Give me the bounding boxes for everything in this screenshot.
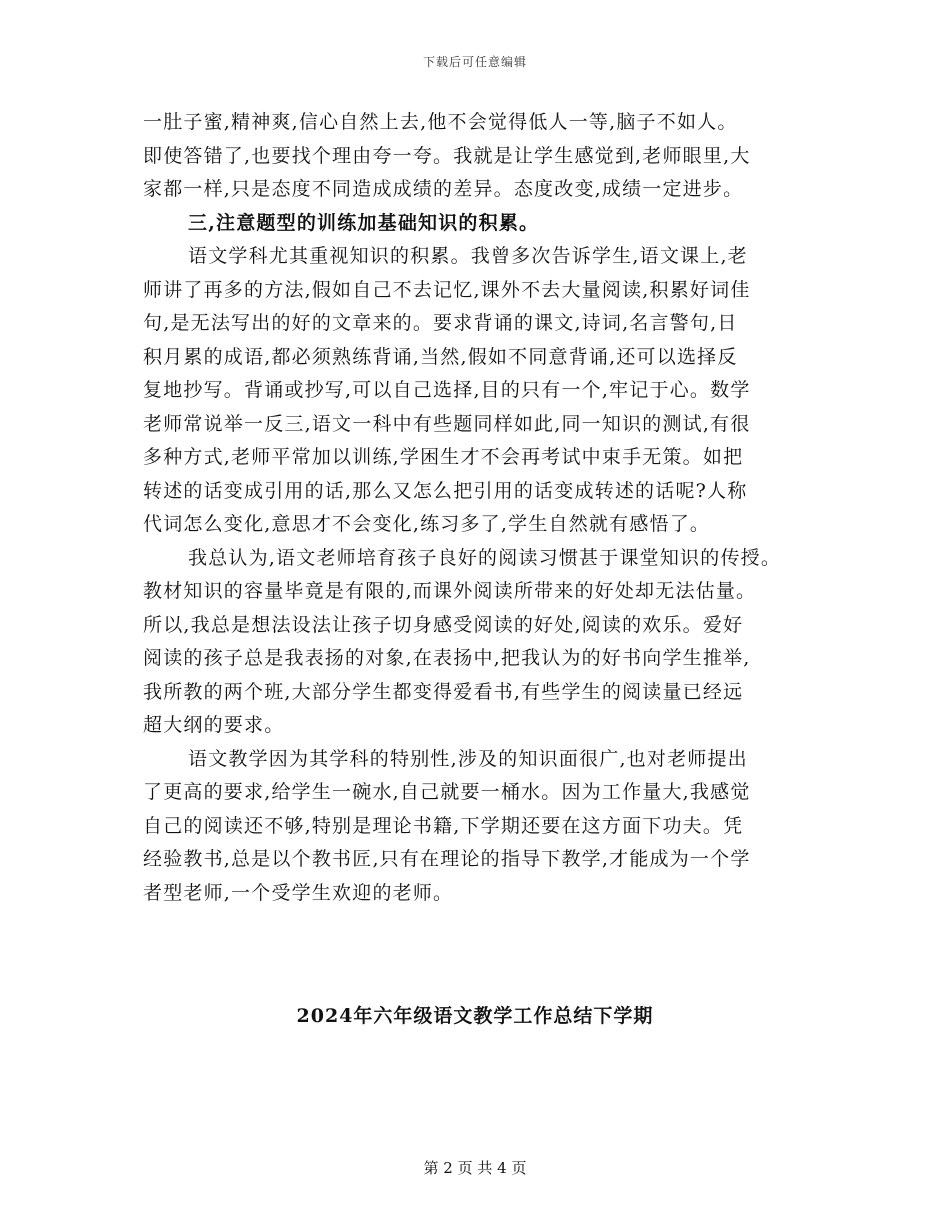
- text-line: 自己的阅读还不够,特别是理论书籍,下学期还要在这方面下功夫。凭: [143, 814, 744, 837]
- text-line: 经验教书,总是以个教书匠,只有在理论的指导下教学,才能成为一个学: [143, 848, 751, 870]
- text-line: 一肚子蜜,精神爽,信心自然上去,他不会觉得低人一等,脑子不如人。: [143, 111, 738, 133]
- section-heading: 三,注意题型的训练加基础知识的积累。: [188, 211, 540, 234]
- text-line: 语文教学因为其学科的特别性,涉及的知识面很广,也对老师提出: [188, 747, 748, 770]
- text-line: 代词怎么变化,意思才不会变化,练习多了,学生自然就有感悟了。: [143, 513, 711, 535]
- text-line: 所以,我总是想法设法让孩子切身感受阅读的好处,阅读的欢乐。爱好: [143, 613, 744, 636]
- text-line: 阅读的孩子总是我表扬的对象,在表扬中,把我认为的好书向学生推举,: [143, 647, 751, 669]
- text-line: 转述的话变成引用的话,那么又怎么把引用的话变成转述的话呢?人称: [143, 479, 748, 502]
- text-line: 老师常说举一反三,语文一科中有些题同样如此,同一知识的测试,有很: [143, 412, 751, 435]
- page-number: 第 2 页 共 4 页: [423, 1159, 527, 1177]
- text-line: 多种方式,老师平常加以训练,学困生才不会再考试中束手无策。如把: [143, 446, 744, 468]
- text-line: 了更高的要求,给学生一碗水,自己就要一桶水。因为工作量大,我感觉: [143, 781, 751, 803]
- next-section-title: 2024年六年级语文教学工作总结下学期: [296, 1005, 654, 1027]
- text-line: 语文学科尤其重视知识的积累。我曾多次告诉学生,语文课上,老: [188, 245, 748, 267]
- text-line: 我总认为,语文老师培育孩子良好的阅读习惯甚于课堂知识的传授。: [188, 546, 782, 569]
- text-line: 复地抄写。背诵或抄写,可以自己选择,目的只有一个,牢记于心。数学: [143, 379, 751, 401]
- text-line: 者型老师,一个受学生欢迎的老师。: [143, 881, 454, 904]
- text-line: 我所教的两个班,大部分学生都变得爱看书,有些学生的阅读量已经远: [143, 680, 744, 703]
- text-line: 积月累的成语,都必须熟练背诵,当然,假如不同意背诵,还可以选择反: [143, 345, 738, 368]
- text-line: 师讲了再多的方法,假如自己不去记忆,课外不去大量阅读,积累好词佳: [143, 278, 751, 301]
- page-header: 下载后可任意编辑: [422, 55, 527, 69]
- text-line: 教材知识的容量毕竟是有限的,而课外阅读所带来的好处却无法估量。: [143, 580, 757, 602]
- document-body: [143, 106, 818, 910]
- text-line: 句,是无法写出的好的文章来的。要求背诵的课文,诗词,名言警句,日: [143, 312, 738, 334]
- text-line: 家都一样,只是态度不同造成成绩的差异。态度改变,成绩一定进步。: [143, 178, 744, 200]
- text-line: 即使答错了,也要找个理由夸一夸。我就是让学生感觉到,老师眼里,大: [143, 144, 751, 167]
- text-line: 超大纲的要求。: [143, 714, 285, 736]
